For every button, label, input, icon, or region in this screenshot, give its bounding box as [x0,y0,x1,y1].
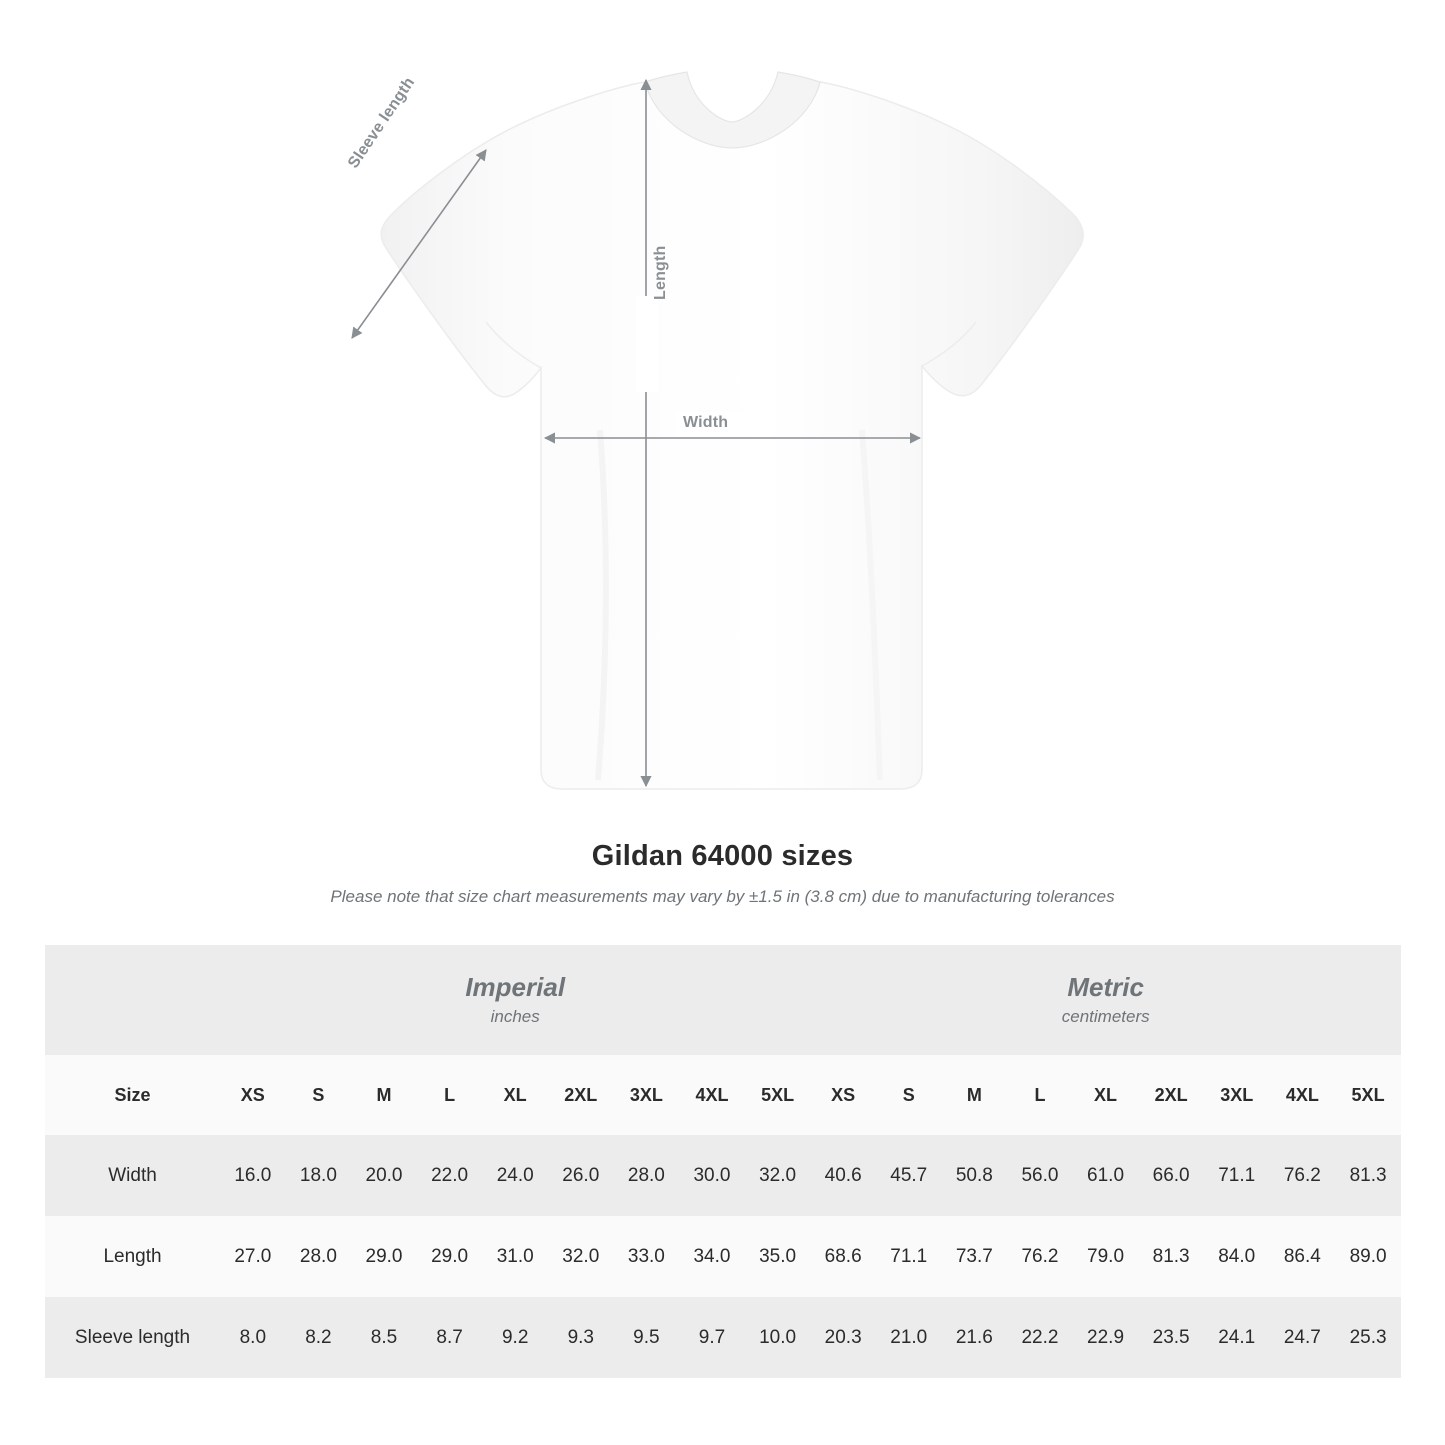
cell-value: 21.0 [876,1297,942,1378]
measurement-note: Please note that size chart measurements may vary by ±1.5 in (3.8 cm) due to manufacturing tolerances [330,887,1115,906]
cell-value: 89.0 [1335,1216,1401,1297]
cell-value: 29.0 [351,1216,417,1297]
cell-value: 9.7 [679,1297,745,1378]
cell-value: 32.0 [745,1135,811,1216]
header-size: Size [45,1055,220,1135]
unit-sub-metric: centimeters [1061,1006,1150,1026]
length-label: Length [652,245,669,300]
cell-value: 28.0 [286,1216,352,1297]
cell-value: 26.0 [548,1135,614,1216]
table-row [45,1216,1401,1297]
row-label-sleeve-length: Sleeve length [45,1297,220,1378]
cell-value: 40.6 [810,1135,876,1216]
column-header: XS [810,1055,876,1135]
cell-value: 31.0 [482,1216,548,1297]
cell-value: 21.6 [942,1297,1008,1378]
row-label-width: Width [45,1135,220,1216]
column-header: 3XL [614,1055,680,1135]
cell-value: 8.0 [220,1297,286,1378]
cell-value: 29.0 [417,1216,483,1297]
column-header: M [351,1055,417,1135]
cell-value: 71.1 [1204,1135,1270,1216]
column-header: XS [220,1055,286,1135]
cell-value: 22.2 [1007,1297,1073,1378]
cell-value: 71.1 [876,1216,942,1297]
unit-sub-imperial: inches [490,1006,540,1026]
cell-value: 76.2 [1007,1216,1073,1297]
unit-header-metric [810,945,1401,1055]
size-table-container [45,945,1401,1378]
column-header: 5XL [745,1055,811,1135]
cell-value: 18.0 [286,1135,352,1216]
size-header-row [45,1055,1401,1135]
column-header: 4XL [679,1055,745,1135]
unit-name-metric: Metric [1067,972,1144,1003]
cell-value: 34.0 [679,1216,745,1297]
cell-value: 10.0 [745,1297,811,1378]
column-header: L [417,1055,483,1135]
unit-name-imperial: Imperial [465,972,566,1003]
cell-value: 25.3 [1335,1297,1401,1378]
cell-value: 30.0 [679,1135,745,1216]
cell-value: 66.0 [1138,1135,1204,1216]
cell-value: 79.0 [1073,1216,1139,1297]
cell-value: 68.6 [810,1216,876,1297]
cell-value: 86.4 [1270,1216,1336,1297]
cell-value: 8.5 [351,1297,417,1378]
cell-value: 61.0 [1073,1135,1139,1216]
cell-value: 9.2 [482,1297,548,1378]
column-header: M [942,1055,1008,1135]
cell-value: 45.7 [876,1135,942,1216]
cell-value: 50.8 [942,1135,1008,1216]
column-header: 2XL [1138,1055,1204,1135]
cell-value: 81.3 [1138,1216,1204,1297]
cell-value: 9.3 [548,1297,614,1378]
row-label-length: Length [45,1216,220,1297]
size-table [45,945,1401,1378]
cell-value: 24.1 [1204,1297,1270,1378]
unit-header-spacer [45,945,220,1055]
cell-value: 76.2 [1270,1135,1336,1216]
column-header: 2XL [548,1055,614,1135]
cell-value: 20.3 [810,1297,876,1378]
column-header: XL [482,1055,548,1135]
cell-value: 20.0 [351,1135,417,1216]
table-row [45,1135,1401,1216]
unit-header-row [45,945,1401,1055]
cell-value: 35.0 [745,1216,811,1297]
cell-value: 8.7 [417,1297,483,1378]
cell-value: 84.0 [1204,1216,1270,1297]
cell-value: 24.0 [482,1135,548,1216]
column-header: 4XL [1270,1055,1336,1135]
cell-value: 33.0 [614,1216,680,1297]
table-row [45,1297,1401,1378]
unit-header-imperial [220,945,810,1055]
cell-value: 32.0 [548,1216,614,1297]
cell-value: 56.0 [1007,1135,1073,1216]
column-header: L [1007,1055,1073,1135]
column-header: S [286,1055,352,1135]
column-header: S [876,1055,942,1135]
cell-value: 16.0 [220,1135,286,1216]
page-title: Gildan 64000 sizes [591,840,854,872]
cell-value: 23.5 [1138,1297,1204,1378]
cell-value: 22.0 [417,1135,483,1216]
column-header: 5XL [1335,1055,1401,1135]
width-label: Width [683,414,729,431]
cell-value: 9.5 [614,1297,680,1378]
title-block [0,840,1445,907]
cell-value: 28.0 [614,1135,680,1216]
cell-value: 81.3 [1335,1135,1401,1216]
cell-value: 8.2 [286,1297,352,1378]
sleeve-length-label: Sleeve length [345,74,419,172]
length-label-backdrop [636,296,658,392]
cell-value: 22.9 [1073,1297,1139,1378]
column-header: 3XL [1204,1055,1270,1135]
cell-value: 24.7 [1270,1297,1336,1378]
column-header: XL [1073,1055,1139,1135]
cell-value: 73.7 [942,1216,1008,1297]
cell-value: 27.0 [220,1216,286,1297]
